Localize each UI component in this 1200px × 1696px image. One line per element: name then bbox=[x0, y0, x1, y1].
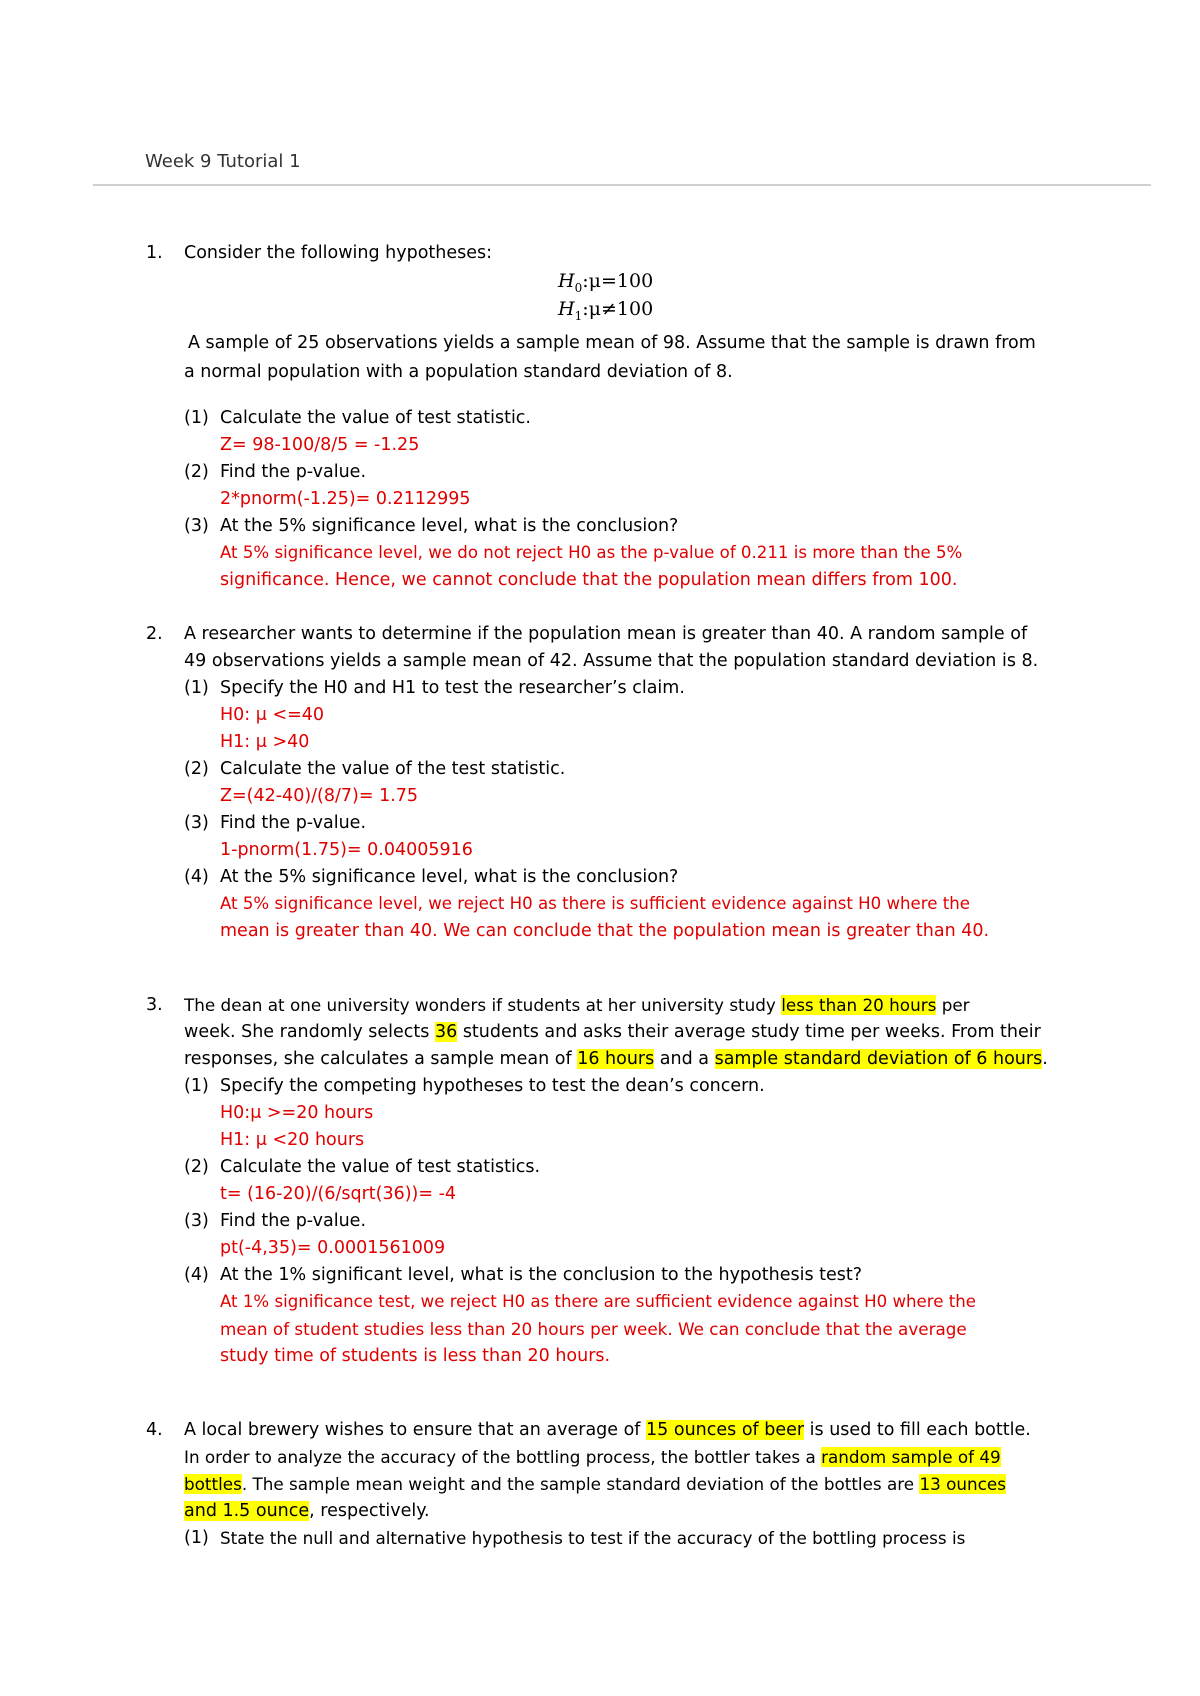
highlighted-text: less than 20 hours bbox=[781, 995, 937, 1015]
part-question: State the null and alternative hypothesis to test if the accuracy of the bottling process is bbox=[220, 1528, 966, 1548]
part-number: (3) bbox=[184, 1211, 209, 1231]
part-question: Find the p-value. bbox=[220, 813, 367, 833]
part-answer: Z=(42-40)/(8/7)= 1.75 bbox=[220, 786, 419, 806]
part-answer: H0: μ <=40 bbox=[220, 705, 325, 725]
question-description-line: a normal population with a population standard deviation of 8. bbox=[184, 362, 733, 382]
alternative-hypothesis bbox=[558, 298, 653, 323]
page-header-title: Week 9 Tutorial 1 bbox=[145, 151, 301, 172]
part-number: (1) bbox=[184, 408, 209, 428]
part-answer: H1: μ >40 bbox=[220, 732, 310, 752]
h1-subscript: 1 bbox=[574, 308, 583, 323]
part-number: (2) bbox=[184, 1157, 209, 1177]
highlighted-text: and 1.5 ounce bbox=[184, 1501, 310, 1521]
text-span: students and asks their average study time per weeks. From their bbox=[457, 1022, 1041, 1042]
part-number: (4) bbox=[184, 1265, 209, 1285]
part-question: At the 1% significant level, what is the conclusion to the hypothesis test? bbox=[220, 1265, 863, 1285]
text-span: . The sample mean weight and the sample standard deviation of the bottles are bbox=[241, 1474, 920, 1494]
part-answer: At 5% significance level, we do not reject H0 as the p-value of 0.211 is more than the 5% bbox=[220, 543, 963, 562]
part-question: Specify the H0 and H1 to test the researcher’s claim. bbox=[220, 678, 685, 698]
text-span: A local brewery wishes to ensure that an average of bbox=[184, 1420, 647, 1440]
text-span: week. She randomly selects bbox=[184, 1022, 435, 1042]
h0-subscript: 0 bbox=[574, 280, 583, 295]
part-number: (2) bbox=[184, 462, 209, 482]
part-answer: 1-pnorm(1.75)= 0.04005916 bbox=[220, 840, 473, 860]
part-answer: mean of student studies less than 20 hours per week. We can conclude that the average bbox=[220, 1319, 967, 1339]
part-answer: H0:μ >=20 hours bbox=[220, 1103, 374, 1123]
highlighted-text: bottles bbox=[184, 1474, 242, 1494]
highlighted-text: random sample of 49 bbox=[821, 1447, 1001, 1467]
part-answer: At 5% significance level, we reject H0 as there is sufficient evidence against H0 where the bbox=[220, 894, 970, 913]
text-span: The dean at one university wonders if students at her university study bbox=[184, 995, 782, 1015]
h0-symbol: H bbox=[558, 270, 575, 292]
part-answer: pt(-4,35)= 0.0001561009 bbox=[220, 1238, 446, 1258]
h1-expression: :μ≠100 bbox=[582, 298, 654, 320]
question-text-line bbox=[184, 1049, 1048, 1069]
part-question: Calculate the value of test statistic. bbox=[220, 408, 531, 428]
h1-symbol: H bbox=[558, 298, 575, 320]
part-answer: 2*pnorm(-1.25)= 0.2112995 bbox=[220, 489, 471, 509]
highlighted-text: 13 ounces bbox=[919, 1474, 1006, 1494]
text-span: per bbox=[936, 995, 970, 1015]
highlighted-text: sample standard deviation of 6 hours bbox=[714, 1049, 1043, 1069]
part-answer: At 1% significance test, we reject H0 as there are sufficient evidence against H0 where the bbox=[220, 1292, 976, 1311]
part-number: (2) bbox=[184, 759, 209, 779]
question-intro: Consider the following hypotheses: bbox=[184, 243, 493, 263]
question-text-line bbox=[184, 995, 970, 1015]
part-question: At the 5% significance level, what is the conclusion? bbox=[220, 867, 679, 887]
part-answer: study time of students is less than 20 hours. bbox=[220, 1346, 611, 1366]
question-text-line bbox=[184, 1022, 1041, 1042]
part-number: (1) bbox=[184, 678, 209, 698]
question-description-line: A sample of 25 observations yields a sample mean of 98. Assume that the sample is drawn from bbox=[188, 333, 1036, 353]
h0-expression: :μ=100 bbox=[582, 270, 654, 292]
part-number: (3) bbox=[184, 813, 209, 833]
part-answer: H1: μ <20 hours bbox=[220, 1130, 365, 1150]
question-text-line: A researcher wants to determine if the population mean is greater than 40. A random sample of bbox=[184, 624, 1028, 644]
part-number: (1) bbox=[184, 1076, 209, 1096]
question-text-line bbox=[184, 1447, 1001, 1467]
part-answer: t= (16-20)/(6/sqrt(36))= -4 bbox=[220, 1184, 457, 1204]
question-number: 4. bbox=[146, 1420, 163, 1440]
part-number: (1) bbox=[184, 1528, 209, 1548]
highlighted-text: 36 bbox=[434, 1022, 458, 1042]
part-question: Calculate the value of test statistics. bbox=[220, 1157, 541, 1177]
part-answer: Z= 98-100/8/5 = -1.25 bbox=[220, 435, 420, 455]
text-span: responses, she calculates a sample mean of bbox=[184, 1049, 578, 1069]
part-question: Find the p-value. bbox=[220, 1211, 367, 1231]
question-number: 3. bbox=[146, 995, 163, 1015]
text-span: and a bbox=[654, 1049, 715, 1069]
part-question: Find the p-value. bbox=[220, 462, 367, 482]
question-number: 2. bbox=[146, 624, 163, 644]
part-answer: significance. Hence, we cannot conclude that the population mean differs from 100. bbox=[220, 570, 958, 590]
part-question: At the 5% significance level, what is the conclusion? bbox=[220, 516, 679, 536]
text-span: . bbox=[1042, 1049, 1048, 1069]
text-span: , respectively. bbox=[309, 1501, 430, 1521]
part-question: Calculate the value of the test statistic. bbox=[220, 759, 566, 779]
question-text-line: 49 observations yields a sample mean of 42. Assume that the population standard deviation is 8. bbox=[184, 651, 1039, 671]
highlighted-text: 15 ounces of beer bbox=[646, 1420, 805, 1440]
question-text-line bbox=[184, 1474, 1006, 1494]
text-span: In order to analyze the accuracy of the bottling process, the bottler takes a bbox=[184, 1447, 822, 1467]
null-hypothesis bbox=[558, 270, 653, 295]
question-number: 1. bbox=[146, 243, 163, 263]
part-answer: mean is greater than 40. We can conclude that the population mean is greater than 40. bbox=[220, 921, 990, 941]
text-span: is used to fill each bottle. bbox=[804, 1420, 1031, 1440]
header-divider bbox=[93, 184, 1151, 186]
question-text-line bbox=[184, 1420, 1031, 1440]
part-number: (3) bbox=[184, 516, 209, 536]
part-number: (4) bbox=[184, 867, 209, 887]
part-question: Specify the competing hypotheses to test the dean’s concern. bbox=[220, 1076, 765, 1096]
question-text-line bbox=[184, 1501, 430, 1521]
highlighted-text: 16 hours bbox=[577, 1049, 655, 1069]
